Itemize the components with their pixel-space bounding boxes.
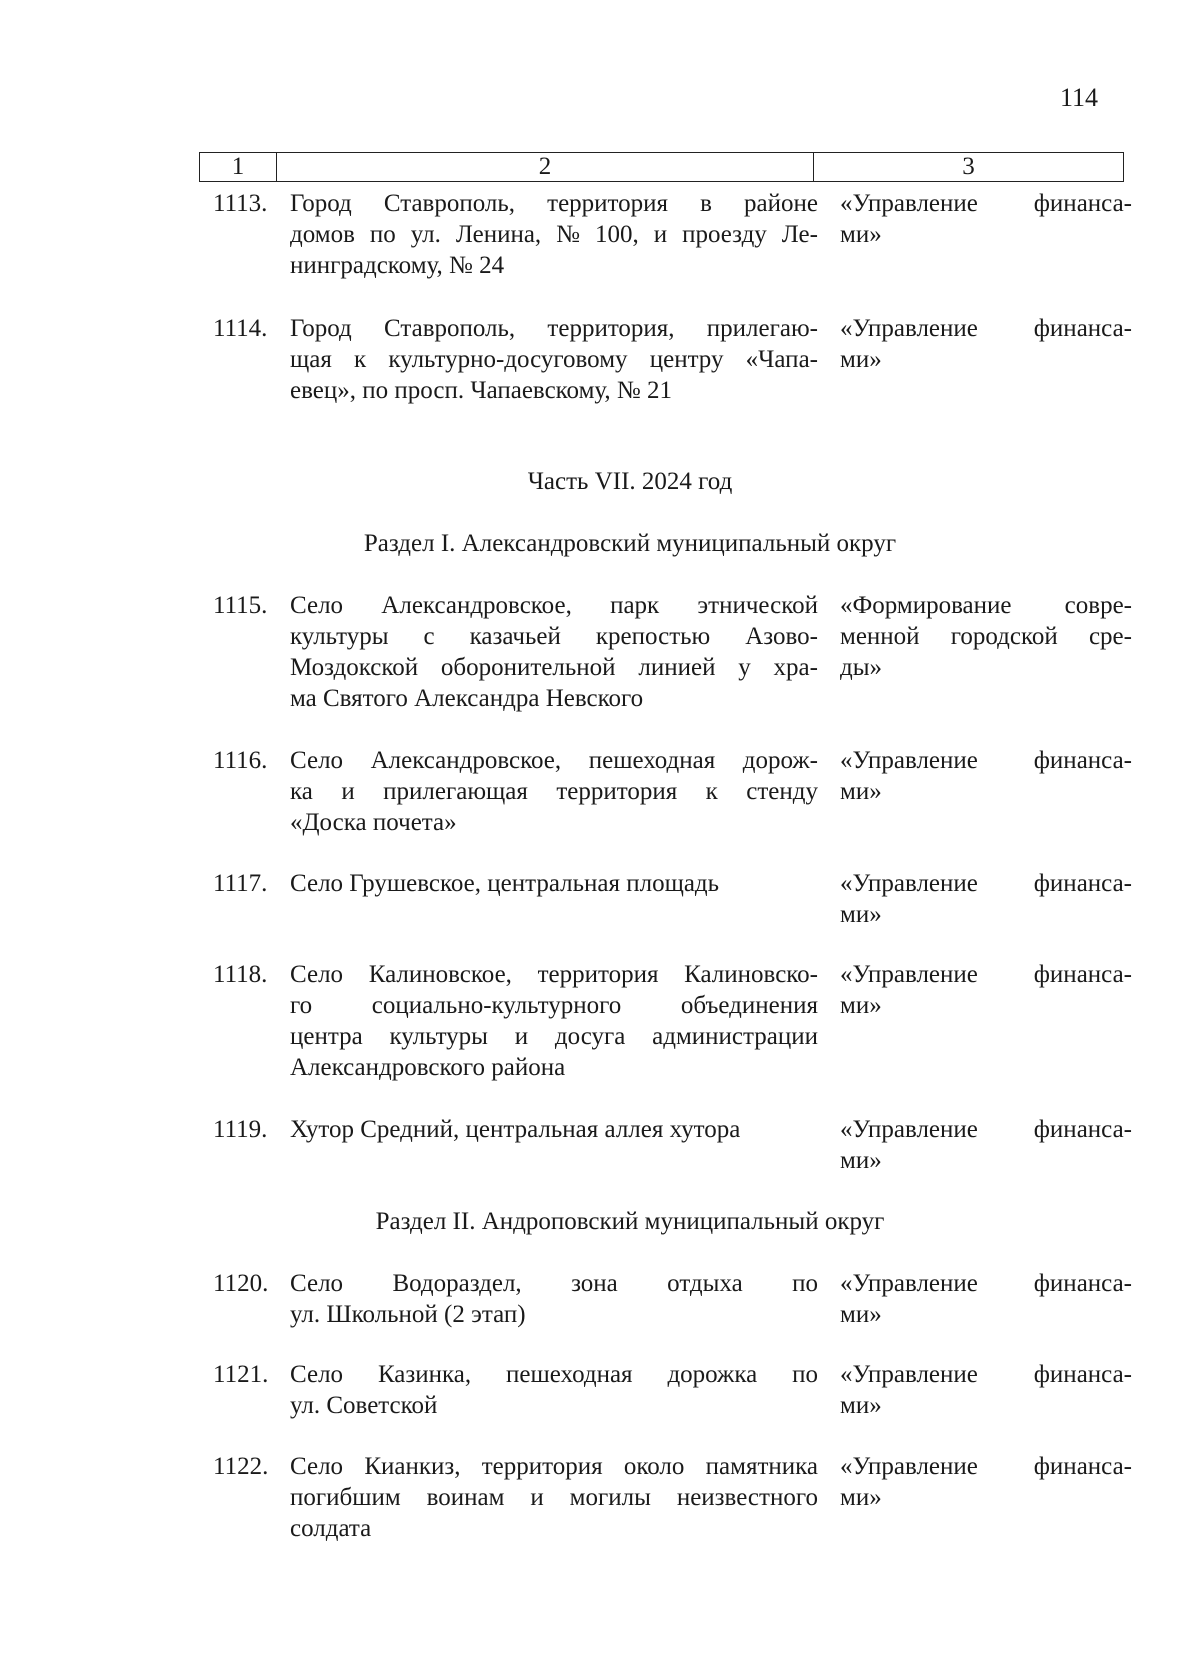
row-number: 1119. [213,1116,268,1143]
row-description [290,1268,818,1330]
row-description [290,745,818,838]
row-number: 1118. [213,961,268,988]
res-line: «Формирование совре- [840,592,1132,619]
row-responsible [840,745,1132,807]
row-description [290,959,818,1083]
res-line: «Управление финанса- [840,1116,1132,1143]
desc-line: го социально-культурного объединения [290,992,818,1019]
row-description [290,1451,818,1544]
desc-line: Село Калиновское, территория Калиновско- [290,961,818,988]
desc-line: Александровского района [290,1054,566,1081]
row-responsible [840,868,1132,930]
row-number: 1115. [213,592,268,619]
res-line: «Управление финанса- [840,1453,1132,1480]
desc-line: ул. Советской [290,1392,438,1419]
res-line: «Управление финанса- [840,315,1132,342]
res-line: ми» [840,346,882,373]
row-number: 1116. [213,747,268,774]
desc-line: центра культуры и досуга администрации [290,1023,818,1050]
res-line: ми» [840,901,882,928]
section-title: Раздел I. Александровский муниципальный округ [363,530,897,557]
res-line: ми» [840,778,882,805]
res-line: ды» [840,654,883,681]
header-col-1: 1 [200,153,277,181]
desc-line: Село Кианкиз, территория около памятника [290,1453,818,1480]
row-description [290,313,818,406]
row-responsible [840,188,1132,250]
desc-line: Город Ставрополь, территория в районе [290,190,818,217]
part-title: Часть VII. 2024 год [527,468,733,495]
desc-line: нинградскому, № 24 [290,252,505,279]
row-description [290,868,818,899]
desc-line: Село Казинка, пешеходная дорожка по [290,1361,818,1388]
desc-line: евец», по просп. Чапаевскому, № 21 [290,377,672,404]
row-responsible [840,590,1132,683]
res-line: «Управление финанса- [840,190,1132,217]
header-col-3: 3 [962,153,975,180]
res-line: ми» [840,1392,882,1419]
row-responsible [840,959,1132,1021]
header-col-2: 2 [277,153,814,181]
res-line: менной городской сре- [840,623,1132,650]
res-line: «Управление финанса- [840,1361,1132,1388]
row-description [290,1359,818,1421]
desc-line: ка и прилегающая территория к стенду [290,778,818,805]
res-line: ми» [840,992,882,1019]
res-line: ми» [840,1484,882,1511]
desc-line: «Доска почета» [290,809,457,836]
res-line: «Управление финанса- [840,870,1132,897]
desc-line: Село Александровское, парк этнической [290,592,818,619]
desc-line: щая к культурно-досуговому центру «Чапа- [290,346,818,373]
row-number: 1113. [213,190,268,217]
row-responsible [840,1451,1132,1513]
row-responsible [840,313,1132,375]
row-number: 1122. [213,1453,269,1480]
res-line: ми» [840,221,882,248]
res-line: «Управление финанса- [840,1270,1132,1297]
row-description [290,590,818,714]
row-number: 1117. [213,870,268,897]
row-description [290,1114,818,1145]
row-number: 1121. [213,1361,269,1388]
row-responsible [840,1359,1132,1421]
page-number: 114 [1060,83,1099,112]
desc-line: ма Святого Александра Невского [290,685,644,712]
res-line: «Управление финанса- [840,961,1132,988]
desc-line: культуры с казачьей крепостью Азово- [290,623,818,650]
desc-line: Село Грушевское, центральная площадь [290,870,720,897]
row-responsible [840,1268,1132,1330]
desc-line: Моздокской оборонительной линией у хра- [290,654,818,681]
desc-line: Хутор Средний, центральная аллея хутора [290,1116,741,1143]
desc-line: солдата [290,1515,372,1542]
row-responsible [840,1114,1132,1176]
row-description [290,188,818,281]
table-header [199,152,1124,182]
desc-line: ул. Школьной (2 этап) [290,1301,526,1328]
row-number: 1114. [213,315,268,342]
desc-line: Город Ставрополь, территория, прилегаю- [290,315,818,342]
desc-line: Село Водораздел, зона отдыха по [290,1270,818,1297]
desc-line: погибшим воинам и могилы неизвестного [290,1484,818,1511]
res-line: ми» [840,1301,882,1328]
desc-line: домов по ул. Ленина, № 100, и проезду Ле- [290,221,818,248]
res-line: «Управление финанса- [840,747,1132,774]
res-line: ми» [840,1147,882,1174]
section-title: Раздел II. Андроповский муниципальный округ [375,1208,885,1235]
row-number: 1120. [213,1270,269,1297]
desc-line: Село Александровское, пешеходная дорож- [290,747,818,774]
